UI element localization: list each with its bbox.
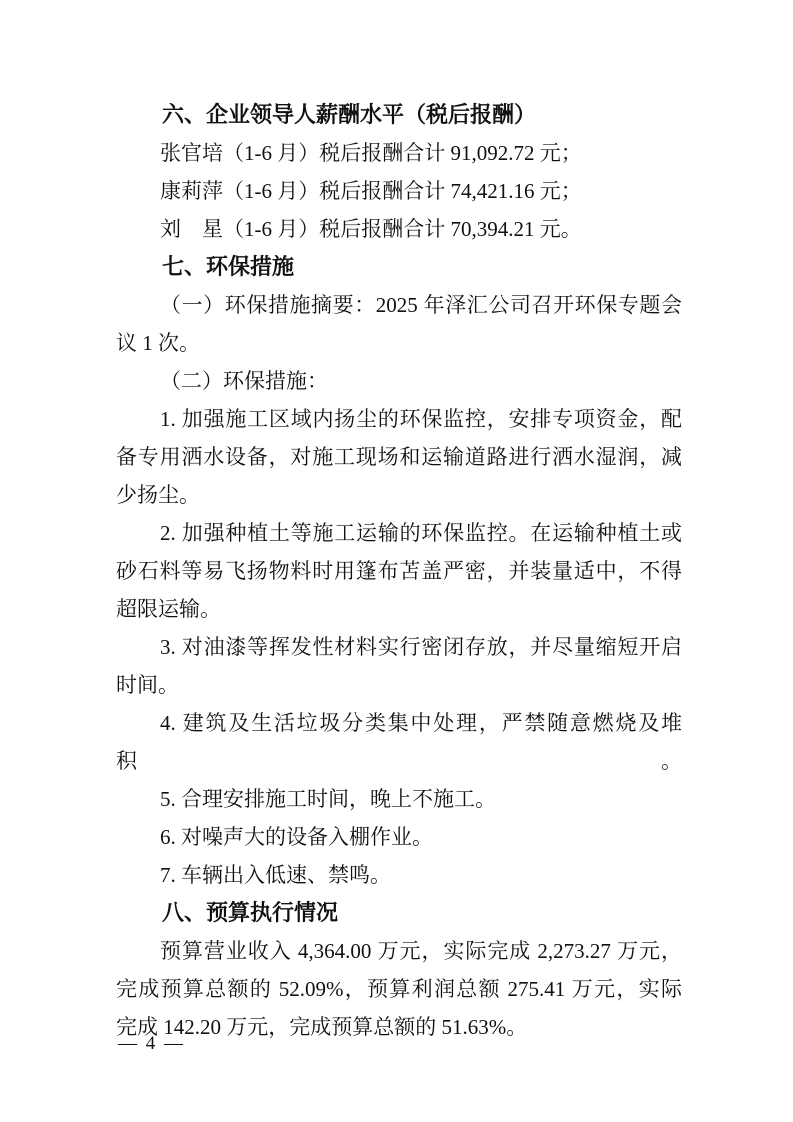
budget-line: 完成 142.20 万元，完成预算总额的 51.63%。 <box>116 1015 528 1039</box>
list-item-line: 3. 对油漆等挥发性材料实行密闭存放，并尽量缩短开启 <box>160 635 682 659</box>
text-line: （二）环保措施： <box>160 369 328 393</box>
list-item-line: 4. 建筑及生活垃圾分类集中处理，严禁随意燃烧及堆积。 <box>116 711 682 773</box>
list-item-line: 1. 加强施工区域内扬尘的环保监控，安排专项资金，配 <box>160 407 682 431</box>
list-item-line: 2. 加强种植土等施工运输的环保监控。在运输种植土或 <box>160 521 682 545</box>
salary-line: 刘 星（1-6 月）税后报酬合计 70,394.21 元。 <box>160 217 582 241</box>
list-item-line: 时间。 <box>116 673 179 697</box>
section-heading-6: 六、企业领导人薪酬水平（税后报酬） <box>162 102 537 127</box>
page-number: — 4 — <box>118 1033 185 1054</box>
salary-line: 康莉萍（1-6 月）税后报酬合计 74,421.16 元； <box>160 179 582 203</box>
budget-line: 完成预算总额的 52.09%，预算利润总额 275.41 万元，实际 <box>116 977 682 1001</box>
document-body <box>116 96 682 1046</box>
list-item-line: 6. 对噪声大的设备入棚作业。 <box>160 825 433 849</box>
budget-line: 预算营业收入 4,364.00 万元，实际完成 2,273.27 万元， <box>160 939 682 963</box>
salary-line: 张官培（1-6 月）税后报酬合计 91,092.72 元； <box>160 141 582 165</box>
section-heading-7: 七、环保措施 <box>162 254 295 279</box>
list-item-line: 超限运输。 <box>116 597 221 621</box>
text-line: （一）环保措施摘要：2025 年泽汇公司召开环保专题会 <box>160 293 682 317</box>
section-heading-8: 八、预算执行情况 <box>162 900 339 925</box>
text-line: 议 1 次。 <box>116 331 200 355</box>
list-item-line: 5. 合理安排施工时间，晚上不施工。 <box>160 787 496 811</box>
list-item-line: 少扬尘。 <box>116 483 200 507</box>
list-item-line: 备专用洒水设备，对施工现场和运输道路进行洒水湿润，减 <box>116 445 682 469</box>
list-item-line: 7. 车辆出入低速、禁鸣。 <box>160 863 391 887</box>
list-item-line: 砂石料等易飞扬物料时用篷布苫盖严密，并装量适中，不得 <box>116 559 682 583</box>
